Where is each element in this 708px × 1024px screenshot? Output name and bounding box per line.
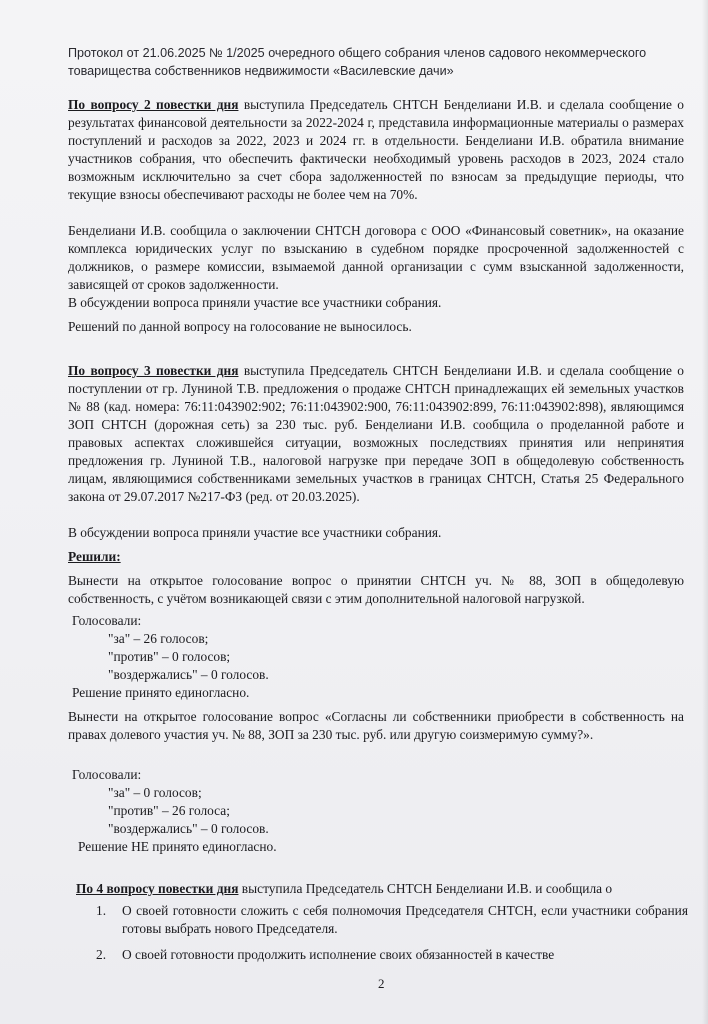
vote2-abstain: "воздержались" – 0 голосов. xyxy=(108,821,269,836)
vote2-proposal-text: Вынести на открытое голосование вопрос «Согласны ли собственники приобрести в собственность на правах долевого участия уч. № 88, ЗОП за 230 тыс. руб. или другую соизмеримую сумму?». xyxy=(68,709,684,742)
vote2-for: "за" – 0 голосов; xyxy=(108,785,202,800)
decided-label: Решили: xyxy=(68,549,121,564)
page-edge-shadow xyxy=(702,0,708,1024)
question-3-lead: По вопросу 3 повестки дня xyxy=(68,363,239,378)
vote2-result: Решение НЕ принято единогласно. xyxy=(78,839,277,854)
question-2-no-decision-text: Решений по данной вопросу на голосование не выносилось. xyxy=(68,319,412,334)
list-item-number: 1. xyxy=(96,903,107,918)
question-4-section xyxy=(76,880,686,898)
question-3-paragraph xyxy=(68,362,684,506)
question-2-paragraph xyxy=(68,96,684,204)
vote1-result: Решение принято единогласно. xyxy=(72,685,250,700)
question-2-discussion-text: В обсуждении вопроса приняли участие все участники собрания. xyxy=(68,295,442,310)
question-4-paragraph xyxy=(76,880,686,898)
list-item-number: 2. xyxy=(96,947,107,962)
question-3-decided-heading xyxy=(68,548,684,566)
question-3-vote2-proposal xyxy=(68,708,684,744)
question-2-no-decision xyxy=(68,318,684,336)
header-line-2: товарищества собственников недвижимости «Василевские дачи» xyxy=(68,64,454,78)
vote2-title: Голосовали: xyxy=(72,767,142,782)
question-2-contract-text: Бенделиани И.В. сообщила о заключении СНТСН договора с ООО «Финансовый советник», на оказание комплекса юридических услуг по взысканию в судебном порядке просроченной задолженностей с должников, о размере комиссии, взымаемой данной организации с сумм взысканной задолженности, зависящей от сроков задолженности. xyxy=(68,223,684,292)
question-3-section xyxy=(68,362,684,506)
question-4-lead: По 4 вопросу повестки дня xyxy=(76,881,239,896)
vote1-proposal-text: Вынести на открытое голосование вопрос о принятии СНТСН уч. № 88, ЗОП в общедолевую собственность, с учётом возникающей связи с этим дополнительной налоговой нагрузкой. xyxy=(68,573,684,606)
question-3-discussion xyxy=(68,524,684,542)
vote1-for: "за" – 26 голосов; xyxy=(108,631,209,646)
vote1-abstain: "воздержались" – 0 голосов. xyxy=(108,667,269,682)
question-3-text: выступила Председатель СНТСН Бенделиани И.В. и сделала сообщение о поступлении от гр. Луниной Т.В. предложения о продаже СНТСН принадлежащих ей земельных участков № 88 (кад. номера: 76:11:043902:902; 76:11:043902:900, 76:11:043902:899, 76:11:043902:898), являющимся ЗОП СНТСН (дорожная сеть) за 230 тыс. руб. Бенделиани И.В. сообщила о проделанной работе и правовых аспектах сложившейся ситуации, возможных последствиях принятия или непринятия предложения гр. Луниной Т.В., налоговой нагрузке при передаче ЗОП в общедолевую собственность лицам, являющимися собственниками земельных участков в границах СНТСН, Статья 25 Федерального закона от 29.07.2017 №217-ФЗ (ред. от 20.03.2025). xyxy=(68,363,685,504)
page-number: 2 xyxy=(378,976,385,991)
list-item xyxy=(96,902,688,938)
vote1-against: "против" – 0 голосов; xyxy=(108,649,231,664)
list-item-text: О своей готовности продолжить исполнение своих обязанностей в качестве xyxy=(122,947,555,962)
question-3-discussion-text: В обсуждении вопроса приняли участие все участники собрания. xyxy=(68,525,442,540)
document-header xyxy=(68,44,668,80)
question-4-intro: выступила Председатель СНТСН Бенделиани И.В. и сообщила о xyxy=(238,881,613,896)
list-item xyxy=(96,946,688,964)
question-2-contract-paragraph xyxy=(68,222,684,294)
vote2-against: "против" – 26 голоса; xyxy=(108,803,230,818)
question-3-vote1-proposal xyxy=(68,572,684,608)
question-2-section xyxy=(68,96,684,204)
question-2-text: выступила Председатель СНТСН Бенделиани И.В. и сделала сообщение о результатах финансовой деятельности за 2022-2024 г, представила информационные материалы о размерах поступлений и расходов за 2022, 2023 и 2024 гг. в отдельности. Бенделиани И.В. обратила внимание участников собрания, что обеспечить фактически необходимый уровень расходов в 2023, 2024 стало возможным исключительно за счет сбора задолженностей по взносам за предыдущие периоды, что текущие взносы обеспечивают расходы не более чем на 70%. xyxy=(68,97,685,202)
list-item-text: О своей готовности сложить с себя полномочия Председателя СНТСН, если участники собрания готовы выбрать нового Председателя. xyxy=(122,903,688,936)
header-line-1: Протокол от 21.06.2025 № 1/2025 очередного общего собрания членов садового некоммерческого xyxy=(68,46,647,60)
question-4-list xyxy=(96,902,688,964)
question-2-discussion xyxy=(68,294,684,312)
vote1-title: Голосовали: xyxy=(72,613,142,628)
question-2-lead: По вопросу 2 повестки дня xyxy=(68,97,239,112)
